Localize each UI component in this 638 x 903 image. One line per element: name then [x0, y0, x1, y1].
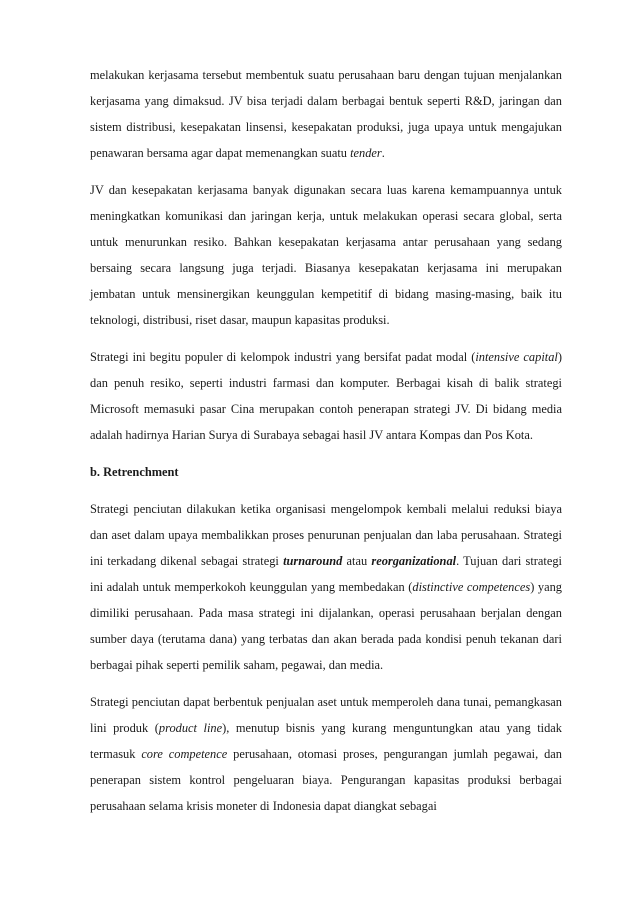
italic-term: product line	[158, 721, 223, 735]
italic-term: tender	[350, 146, 382, 160]
italic-term: intensive capital	[475, 350, 558, 364]
text-run: Strategi penciutan dilakukan ketika organisasi mengelompok kembali melalui reduksi biaya dan aset dalam upaya membalikkan proses penurunan penjualan dan laba perusahaan. Strategi ini terkadang dikenal sebagai strategi	[90, 502, 562, 568]
bold-italic-term: reorganizational	[371, 554, 457, 568]
bold-italic-term: turnaround	[283, 554, 343, 568]
section-heading: b. Retrenchment	[90, 465, 179, 479]
paragraph-jv-forms	[90, 62, 562, 166]
text-run: melakukan kerjasama tersebut membentuk suatu perusahaan baru dengan tujuan menjalankan kerjasama yang dimaksud. JV bisa terjadi dalam berbagai bentuk seperti R&D, jaringan dan sistem distribusi, kesepakatan linsensi, kesepakatan produksi, juga upaya untuk mengajukan penawaran bersama agar dapat memenangkan suatu	[90, 68, 562, 160]
text-run: perusahaan, otomasi proses, pengurangan jumlah pegawai, dan penerapan sistem kontrol pengeluaran biaya. Pengurangan kapasitas produksi berbagai perusahaan selama krisis moneter di Indonesia dapat diangkat sebagai	[90, 747, 562, 813]
text-run: . Tujuan dari strategi ini adalah untuk memperkokoh keunggulan yang membedakan (	[90, 554, 562, 594]
text-run: .	[381, 146, 385, 160]
text-run: ) dan penuh resiko, seperti industri farmasi dan komputer. Berbagai kisah di balik strategi Microsoft memasuki pasar Cina merupakan contoh penerapan strategi JV. Di bidang media adalah hadirnya Harian Surya di Surabaya sebagai hasil JV antara Kompas dan Pos Kota.	[90, 350, 562, 442]
paragraph-jv-usage	[90, 177, 562, 333]
italic-term: distinctive competences	[412, 580, 531, 594]
paragraph-retrenchment-forms	[90, 689, 562, 819]
document-page	[90, 62, 562, 819]
text-run: Strategi ini begitu populer di kelompok industri yang bersifat padat modal (	[90, 350, 476, 364]
text-run: Strategi penciutan dapat berbentuk penjualan aset untuk memperoleh dana tunai, pemangkasan lini produk (	[90, 695, 562, 735]
italic-term: core competence	[141, 747, 228, 761]
paragraph-jv-examples	[90, 344, 562, 448]
paragraph-retrenchment-definition	[90, 496, 562, 678]
text-run: JV dan kesepakatan kerjasama banyak digunakan secara luas karena kemampuannya untuk meningkatkan komunikasi dan jaringan kerja, untuk melakukan operasi secara global, serta untuk menurunkan resiko. Bahkan kesepakatan kerjasama antar perusahaan yang sedang bersaing secara langsung juga terjadi. Biasanya kesepakatan kerjasama ini merupakan jembatan untuk mensinergikan keunggulan kempetitif di bidang masing-masing, baik itu teknologi, distribusi, riset dasar, maupun kapasitas produksi.	[90, 183, 562, 327]
text-run: atau	[342, 554, 372, 568]
text-run: ), menutup bisnis yang kurang menguntungkan atau yang tidak termasuk	[90, 721, 562, 761]
text-run: ) yang dimiliki perusahaan. Pada masa strategi ini dijalankan, operasi perusahaan berjalan dengan sumber daya (terutama dana) yang terbatas dan akan berada pada kondisi penuh tekanan dari berbagai pihak seperti pemilik saham, pegawai, dan media.	[90, 580, 563, 672]
